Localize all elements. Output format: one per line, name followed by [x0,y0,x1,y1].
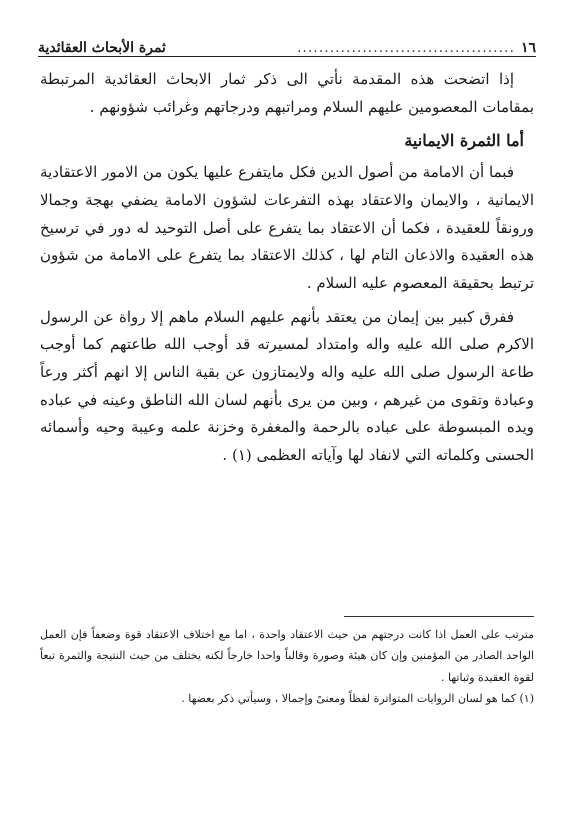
paragraph-difference-text: ففرق كبير بين إيمان من يعتقد بأنهم عليهم السلام ماهم إلا رواة عن الرسول الاكرم صلى الله عليه واله وامتداد لمسيرته قد أوجب الله طاعتهم كما أوجب طاعة الرسول صلى الله عليه واله ولايمتازون عن بقية الناس إلا انهم أكثر ورعاً وعبادة وتقوى من غيرهم ، وبين من يرى بأنهم لسان الله الناطق وعينه في عباده ويده المبسوطة على عباده بالرحمة والمغفرة وخزنة علمه وعيبة وحيه وأسمائه الحسنى وكلماته التي لانفاد لها وآياته العظمى [40,307,534,465]
section-heading: أما الثمرة الايمانية [404,131,524,151]
footnotes [40,624,534,709]
running-title: ثمرة الأبحاث العقائدية [38,40,166,56]
paragraph-difference-end: . [222,446,232,465]
paragraph-intro: إذا اتضحت هذه المقدمة نأتي الى ذكر ثمار الابحاث العقائدية المرتبطة بمقامات المعصومين عليهم السلام ومراتبهم ودرجاتهم وغرائب شؤونهم . [40,70,534,116]
footnote-continuation: مترتب على العمل اذا كانت درجتهم من حيث الاعتقاد واحدة ، اما مع اختلاف الاعتقاد قوة وضعفاً فإن العمل الواحد الصادر من المؤمنين وإن كان هيئة وصورة وقالباً واحدا خارجاً لكنه يختلف من حيث النتيجة والثمرة تبعاً لقوة العقيدة وثباتها . [40,628,534,684]
page-number: ١٦ [520,40,536,56]
footnote-separator [344,616,534,617]
footnote-1: (١) كما هو لسان الروايات المتواترة لفظاً ومعنىً وإجمالا ، وسيأتي ذكر بعضها . [181,691,534,705]
main-text [40,66,534,476]
footnote-reference[interactable]: (١) [231,446,252,465]
paragraph-imamate: فبما أن الامامة من أصول الدين فكل مايتفرع عليها يكون من الامور الاعتقادية الايمانية ، والايمان والاعتقاد بهذه التفرعات لشؤون الامامة يضفي بهجة وجمالا ورونقاً للعقيدة ، فكما أن الاعتقاد بما يتفرع على أصل التوحيد له دور في ترسيخ هذه العقيدة والاذعان التام لها ، كذلك الاعتقاد بما يتفرع على الامامة من شؤون ترتبط بحقيقة المعصوم عليه السلام . [40,163,534,292]
page-header [38,28,536,57]
paragraph-difference [40,304,534,470]
header-leader-dots: ........................................ [296,40,515,56]
